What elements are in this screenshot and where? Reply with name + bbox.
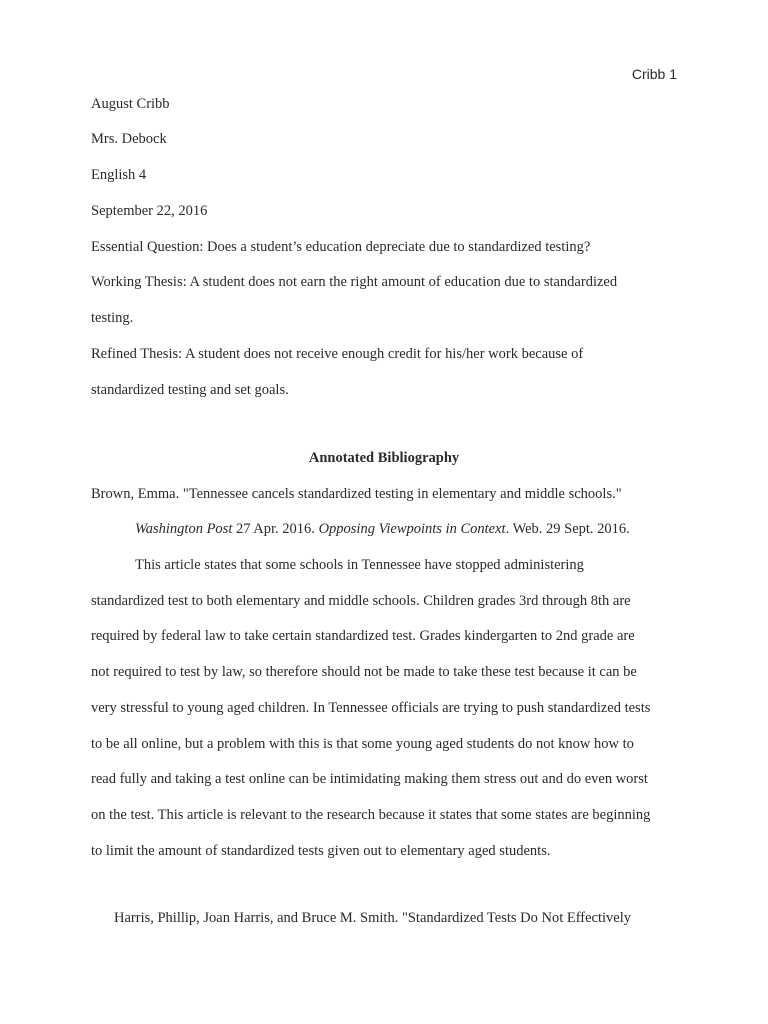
working-thesis-line-2: testing. xyxy=(91,310,134,326)
citation-1-line-2 xyxy=(135,520,630,538)
annotation-1-line-4: not required to test by law, so therefore should not be made to take these test because it can be xyxy=(91,664,637,680)
course-name: English 4 xyxy=(91,167,147,183)
citation-1-line-1: Brown, Emma. "Tennessee cancels standardized testing in elementary and middle schools." xyxy=(91,486,622,502)
annotation-1-line-5: very stressful to young aged children. In Tennessee officials are trying to push standardized tests xyxy=(91,700,651,716)
student-name: August Cribb xyxy=(91,96,170,112)
annotation-1-line-9: to limit the amount of standardized tests given out to elementary aged students. xyxy=(91,843,551,859)
annotation-1-line-2: standardized test to both elementary and middle schools. Children grades 3rd through 8th are xyxy=(91,593,631,609)
citation-2-line-1: Harris, Phillip, Joan Harris, and Bruce M. Smith. "Standardized Tests Do Not Effectively xyxy=(114,910,632,926)
document-date: September 22, 2016 xyxy=(91,203,208,219)
refined-thesis-line-2: standardized testing and set goals. xyxy=(91,382,289,398)
citation-1-source: Washington Post xyxy=(135,521,233,537)
section-title: Annotated Bibliography xyxy=(308,450,460,466)
citation-1-date: 27 Apr. 2016. xyxy=(232,521,319,537)
annotation-1-line-3: required by federal law to take certain standardized test. Grades kindergarten to 2nd grade are xyxy=(91,628,635,644)
page-number-header: Cribb 1 xyxy=(631,66,677,82)
essential-question: Essential Question: Does a student’s education depreciate due to standardized testing? xyxy=(91,239,591,255)
annotation-1-line-6: to be all online, but a problem with this is that some young aged students do not know how to xyxy=(91,736,634,752)
annotation-1-line-8: on the test. This article is relevant to the research because it states that some states are beginning xyxy=(91,807,651,823)
working-thesis-line-1: Working Thesis: A student does not earn the right amount of education due to standardized xyxy=(91,274,618,290)
citation-1-database: Opposing Viewpoints in Context xyxy=(318,521,506,537)
teacher-name: Mrs. Debock xyxy=(91,131,167,147)
refined-thesis-line-1: Refined Thesis: A student does not receive enough credit for his/her work because of xyxy=(91,346,584,362)
annotation-1-line-7: read fully and taking a test online can be intimidating making them stress out and do even worst xyxy=(91,771,648,787)
annotation-1-line-1: This article states that some schools in Tennessee have stopped administering xyxy=(135,557,584,573)
citation-1-access: . Web. 29 Sept. 2016. xyxy=(505,521,630,537)
